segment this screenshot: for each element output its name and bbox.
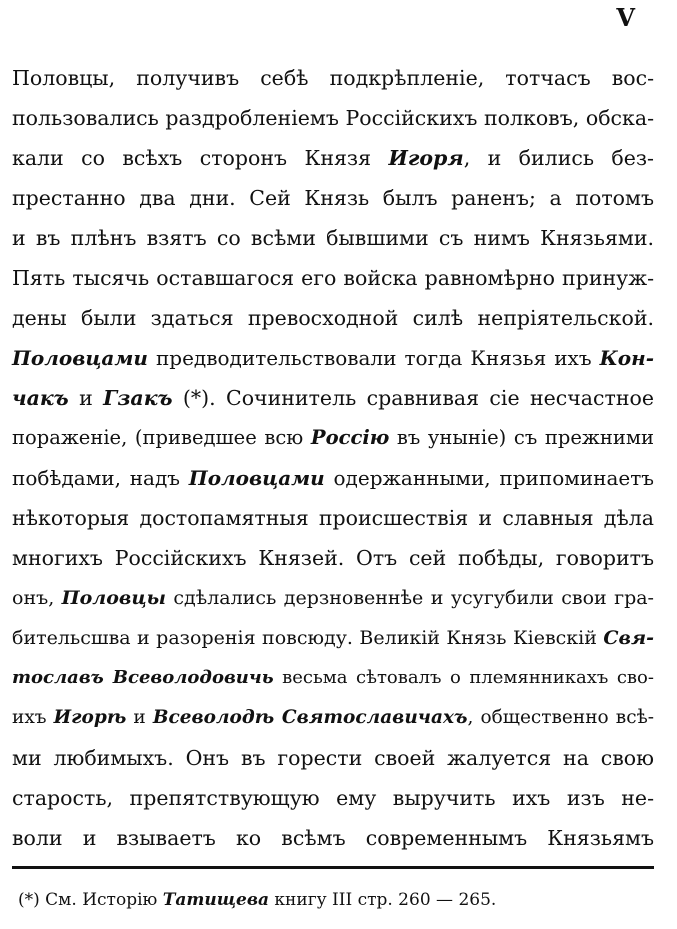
- text-run: и: [68, 386, 104, 410]
- italic-name: Гзакъ: [103, 386, 173, 410]
- text-run: Половцы, получивъ себѣ подкрѣпленіе, тотчасъ вос-: [12, 66, 654, 90]
- text-run: побѣдами, надъ: [12, 466, 189, 490]
- text-run: одержанными, припоминаетъ: [324, 466, 655, 490]
- footnote-run: книгу III стр. 260 — 265.: [269, 890, 497, 910]
- text-run: Пять тысячь оставшагося его войска равномѣрно принуж-: [12, 266, 654, 290]
- italic-name: Половцы: [61, 587, 166, 609]
- footnote: [18, 888, 638, 912]
- italic-name: Свя-: [603, 627, 654, 649]
- italic-name: Половцами: [188, 466, 325, 490]
- italic-name: Кон-: [599, 346, 654, 370]
- text-line: [12, 138, 654, 178]
- main-text: [12, 58, 654, 858]
- italic-name: Россію: [310, 426, 390, 449]
- text-line: [12, 658, 654, 698]
- text-run: престанно два дни. Сей Князь былъ раненъ; а потомъ: [12, 186, 654, 210]
- italic-name: чакъ: [12, 386, 69, 410]
- text-line: [12, 458, 654, 498]
- text-run: многихъ Россійскихъ Князей. Отъ сей побѣды, говоритъ: [12, 546, 654, 570]
- text-run: старость, препятствующую ему выручить ихъ изъ не-: [12, 786, 654, 810]
- text-line: [12, 498, 654, 538]
- text-line: [12, 418, 654, 458]
- text-line: [12, 538, 654, 578]
- text-line: [12, 738, 654, 778]
- text-run: онъ,: [12, 587, 62, 609]
- text-run: дены были здаться превосходной силѣ непріятельской.: [12, 306, 654, 330]
- text-line: [12, 178, 654, 218]
- italic-name: Игоря: [388, 146, 464, 170]
- text-run: , общественно всѣ-: [467, 707, 654, 728]
- text-run: (*). Сочинитель сравнивая сіе несчастное: [172, 386, 654, 410]
- text-run: и: [126, 707, 153, 728]
- footnote-run: (*) См. Исторію: [18, 890, 163, 910]
- page-number: V: [616, 3, 635, 32]
- text-line: [12, 578, 654, 618]
- text-run: въ уныніе) съ прежними: [389, 426, 655, 449]
- text-line: [12, 58, 654, 98]
- text-line: [12, 618, 654, 658]
- text-run: и въ плѣнъ взятъ со всѣми бывшими съ нимъ Князьями.: [12, 226, 654, 250]
- text-line: [12, 778, 654, 818]
- text-run: воли и взываетъ ко всѣмъ современнымъ Князьямъ: [12, 826, 654, 850]
- text-run: нѣкоторыя достопамятныя происшествія и славныя дѣла: [12, 506, 654, 530]
- text-line: [12, 338, 654, 378]
- footnote-separator: [12, 866, 654, 869]
- italic-name: тославъ Всеволодовичь: [12, 667, 274, 688]
- italic-name: Всеволодѣ Святославичахъ: [152, 707, 468, 728]
- text-run: ихъ: [12, 707, 54, 728]
- text-line: [12, 98, 654, 138]
- text-run: весьма сѣтовалъ о племянникахъ сво-: [273, 667, 654, 688]
- text-line: [12, 218, 654, 258]
- text-run: пользовались раздробленіемъ Россійскихъ полковъ, обска-: [12, 106, 654, 130]
- text-run: сдѣлались дерзновеннѣе и усугубили свои гра-: [165, 587, 654, 609]
- text-run: ми любимыхъ. Онъ въ горести своей жалуется на свою: [12, 746, 654, 770]
- text-line: [12, 698, 654, 738]
- italic-name: Игорѣ: [53, 707, 127, 728]
- text-line: [12, 258, 654, 298]
- footnote-italic: Татищева: [162, 890, 270, 910]
- text-line: [12, 378, 654, 418]
- text-run: кали со всѣхъ сторонъ Князя: [12, 146, 389, 170]
- text-run: бительсшва и разоренія повсюду. Великій Князь Кіевскій: [12, 627, 604, 649]
- text-run: пораженіе, (приведшее всю: [12, 426, 311, 449]
- text-run: , и бились без-: [463, 146, 654, 170]
- text-line: [12, 818, 654, 858]
- text-run: предводительствовали тогда Князья ихъ: [147, 346, 600, 370]
- italic-name: Половцами: [12, 346, 148, 370]
- text-line: [12, 298, 654, 338]
